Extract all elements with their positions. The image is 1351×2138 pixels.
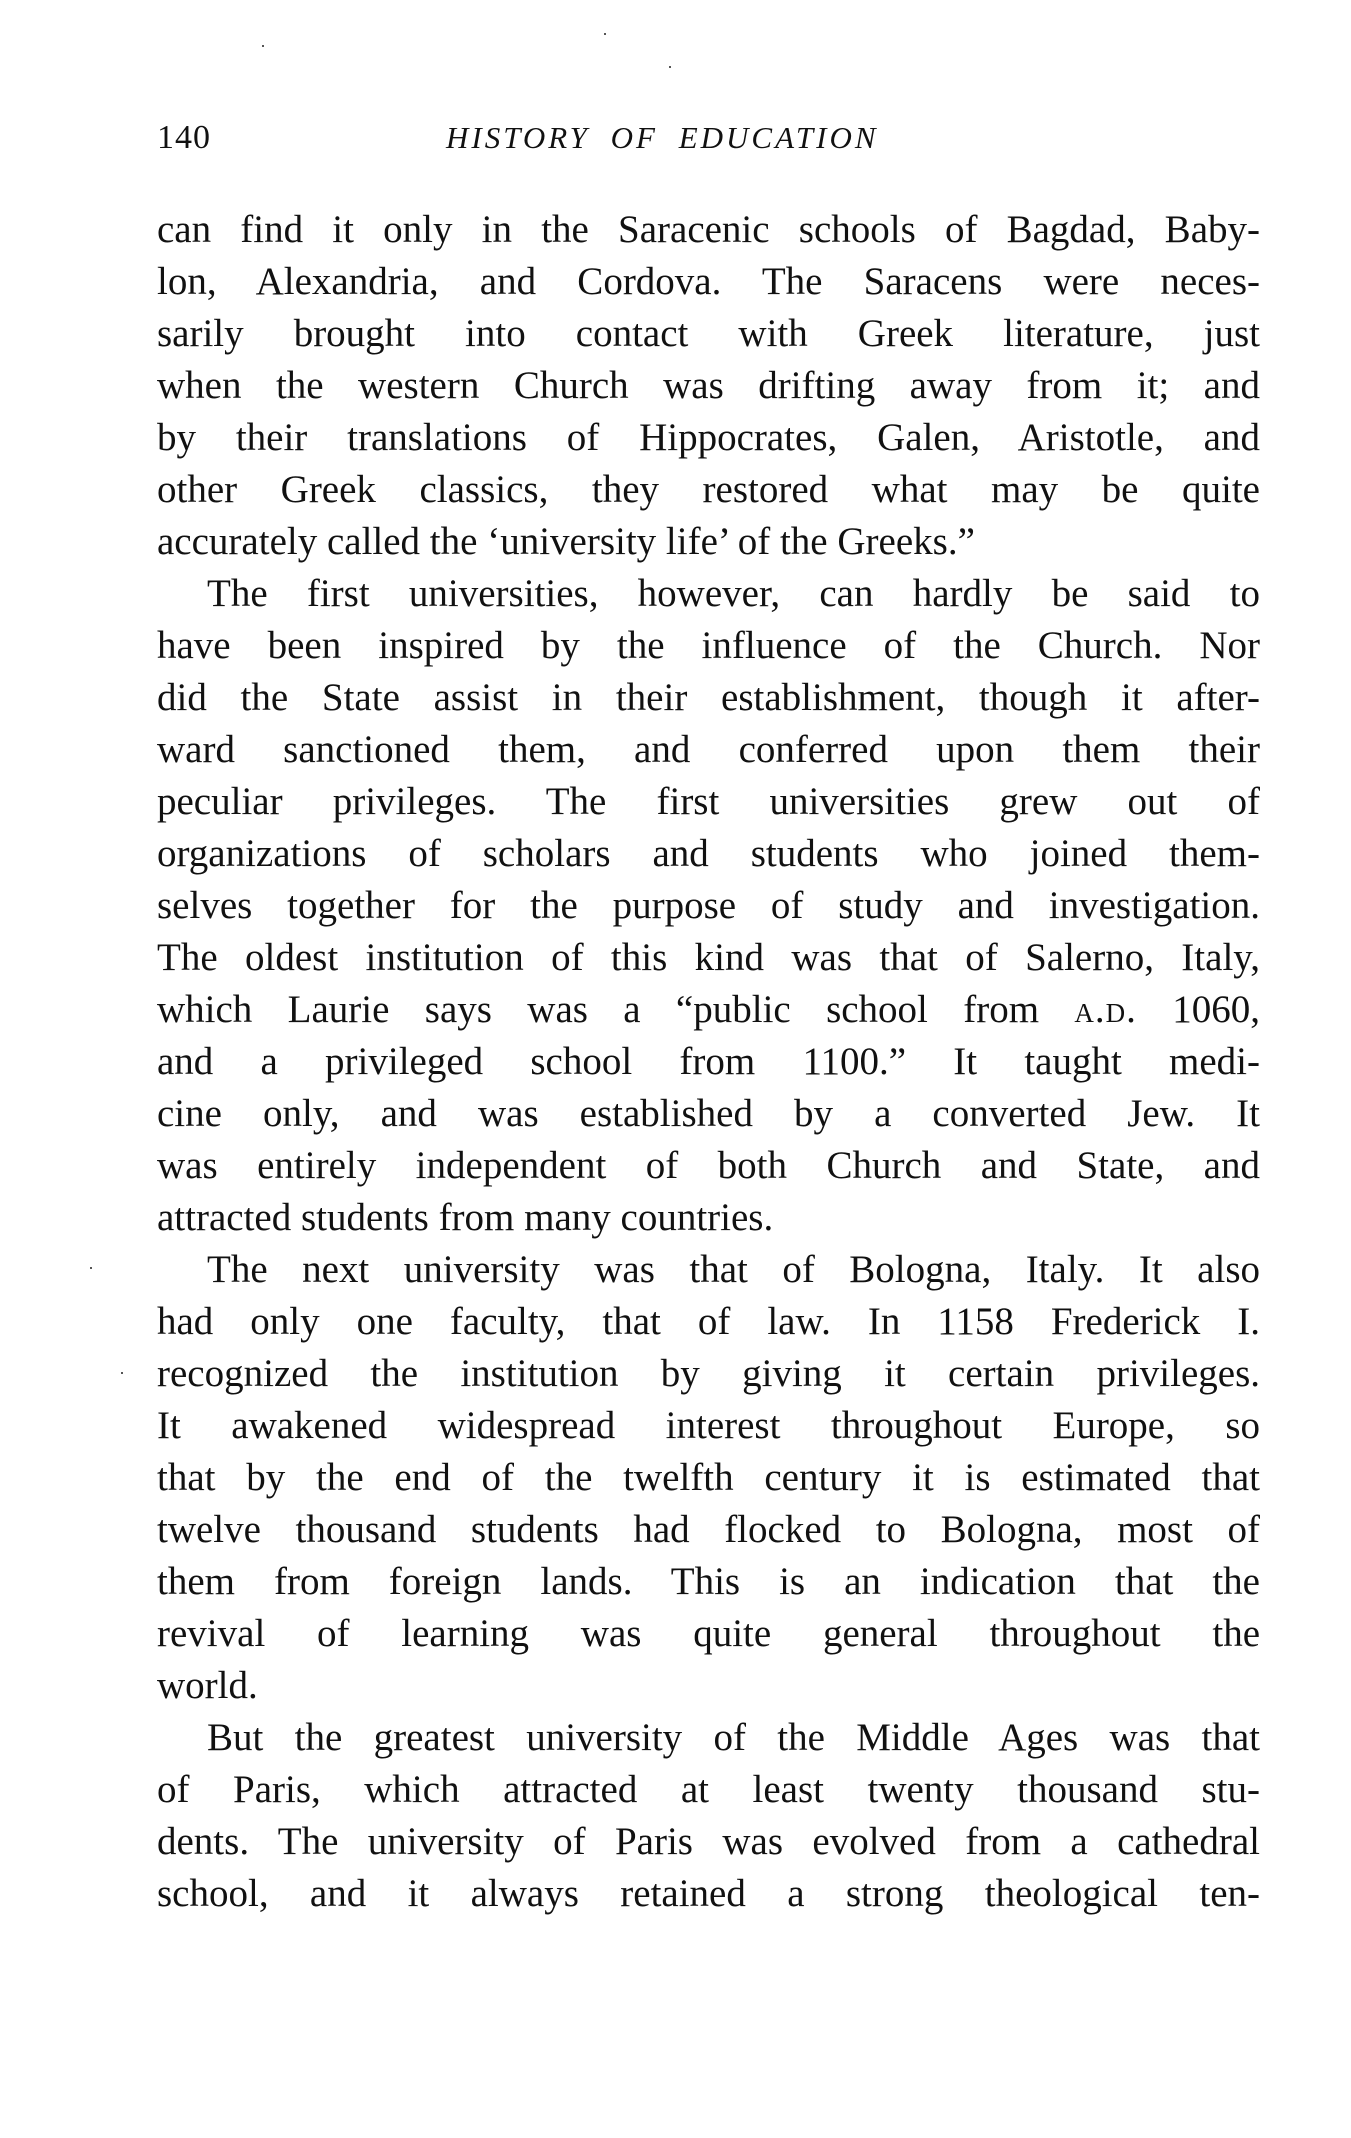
text-line: ward sanctioned them, and conferred upon them their bbox=[157, 728, 1260, 771]
text-line: peculiar privileges. The first universities grew out of bbox=[157, 780, 1260, 823]
scan-speck bbox=[669, 66, 671, 68]
page-number: 140 bbox=[157, 119, 211, 156]
text-line: did the State assist in their establishment, though it after- bbox=[157, 676, 1260, 719]
text-line: But the greatest university of the Middle Ages was that bbox=[207, 1716, 1260, 1759]
text-line: recognized the institution by giving it certain privileges. bbox=[157, 1352, 1260, 1395]
running-head bbox=[157, 118, 1260, 158]
text-line: had only one faculty, that of law. In 1158 Frederick I. bbox=[157, 1300, 1260, 1343]
text-line: revival of learning was quite general throughout the bbox=[157, 1612, 1260, 1655]
text-line: attracted students from many countries. bbox=[157, 1196, 774, 1239]
paragraph bbox=[157, 568, 1260, 1244]
small-caps-abbrev: a.d. bbox=[1074, 988, 1137, 1031]
text-line: other Greek classics, they restored what may be quite bbox=[157, 468, 1260, 511]
text-line: dents. The university of Paris was evolved from a cathedral bbox=[157, 1820, 1260, 1863]
text-line: cine only, and was established by a converted Jew. It bbox=[157, 1092, 1260, 1135]
text-line: school, and it always retained a strong theological ten- bbox=[157, 1872, 1260, 1915]
text-line: and a privileged school from 1100.” It taught medi- bbox=[157, 1040, 1260, 1083]
text-line: have been inspired by the influence of the Church. Nor bbox=[157, 624, 1260, 667]
text-line: which Laurie says was a “public school from a.d. 1060, bbox=[157, 988, 1260, 1031]
scan-speck bbox=[262, 45, 264, 47]
text-line: It awakened widespread interest throughout Europe, so bbox=[157, 1404, 1260, 1447]
paragraph bbox=[157, 1712, 1260, 1920]
text-line: that by the end of the twelfth century it is estimated that bbox=[157, 1456, 1260, 1499]
text-line: sarily brought into contact with Greek literature, just bbox=[157, 312, 1260, 355]
text-line: was entirely independent of both Church and State, and bbox=[157, 1144, 1260, 1187]
text-line: world. bbox=[157, 1664, 258, 1707]
body-text bbox=[157, 204, 1260, 1920]
scan-speck bbox=[121, 1372, 123, 1374]
paragraph bbox=[157, 204, 1260, 568]
scan-speck bbox=[604, 33, 606, 35]
paragraph bbox=[157, 1244, 1260, 1712]
text-line: accurately called the ‘university life’ of the Greeks.” bbox=[157, 520, 975, 563]
scan-speck bbox=[90, 1267, 92, 1269]
text-line: selves together for the purpose of study and investigation. bbox=[157, 884, 1260, 927]
text-line: by their translations of Hippocrates, Galen, Aristotle, and bbox=[157, 416, 1260, 459]
text-line: lon, Alexandria, and Cordova. The Saracens were neces- bbox=[157, 260, 1260, 303]
text-line: The first universities, however, can hardly be said to bbox=[207, 572, 1260, 615]
text-line: of Paris, which attracted at least twenty thousand stu- bbox=[157, 1768, 1260, 1811]
text-line: organizations of scholars and students who joined them- bbox=[157, 832, 1260, 875]
text-line: The oldest institution of this kind was that of Salerno, Italy, bbox=[157, 936, 1260, 979]
text-line: The next university was that of Bologna, Italy. It also bbox=[207, 1248, 1260, 1291]
text-line: them from foreign lands. This is an indication that the bbox=[157, 1560, 1260, 1603]
text-line: twelve thousand students had flocked to Bologna, most of bbox=[157, 1508, 1260, 1551]
text-line: can find it only in the Saracenic schools of Bagdad, Baby- bbox=[157, 208, 1260, 251]
text-line: when the western Church was drifting away from it; and bbox=[157, 364, 1260, 407]
running-title: HISTORY OF EDUCATION bbox=[446, 120, 879, 155]
